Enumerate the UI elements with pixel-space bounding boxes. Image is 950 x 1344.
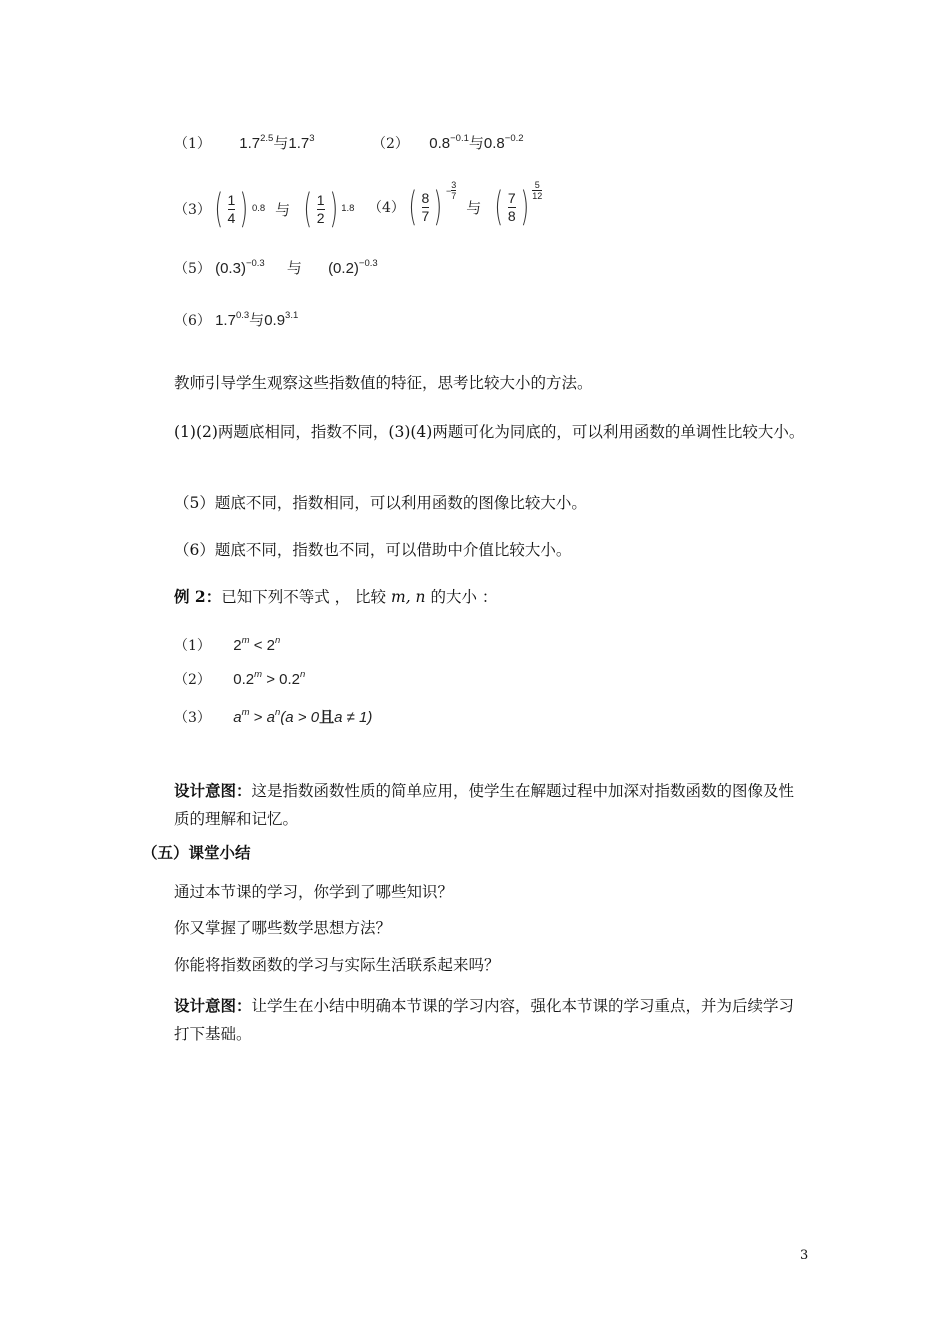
problem-4: （4） ( $\frac{8}{7}$ ) − 3 7 与 ( $\frac{7}{8}$ ) $\frac{5}{12}$	[368, 180, 543, 230]
summary-question-1: 通过本节课的学习，你学到了哪些知识？	[174, 883, 454, 901]
summary-question-3: 你能将指数函数的学习与实际生活联系起来吗？	[174, 956, 500, 974]
design-intent-2: 设计意图：让学生在小结中明确本节课的学习内容，强化本节课的学习重点，并为后续学习打下基础。	[174, 996, 795, 1043]
problem-3-label: （3）	[174, 202, 211, 218]
problem-1-left-exp: 2.5	[260, 133, 274, 144]
problem-1	[174, 132, 315, 153]
problem-3-left-fraction: $\frac{1}{4}$	[227, 191, 236, 226]
problem-6-left-base: 1.7	[215, 312, 236, 329]
design-intent-1: 设计意图：这是指数函数性质的简单应用，使学生在解题过程中加深对指数函数的图像及性质的理解和记忆。	[174, 781, 795, 828]
problem-1-right-exp: 3	[309, 133, 315, 144]
problem-1-conn: 与	[273, 135, 289, 152]
problem-4-left-exp: − 3 7	[445, 180, 457, 201]
problem-6-right-exp: 3.1	[285, 310, 299, 321]
example-2: 例 2：已知下列不等式 ， 比较 m, n 的大小 ：	[174, 587, 498, 606]
problem-5	[174, 257, 378, 278]
inequality-3: （3） $a^m > a^n(a > 0$且a ≠ 1)	[174, 707, 373, 726]
problem-1-right-base: 1.7	[288, 135, 310, 152]
paragraph-method-6: （6）题底不同，指数也不同，可以借助中介值比较大小。	[174, 541, 572, 559]
design-intent-2-label: 设计意图：	[174, 996, 252, 1015]
section-5-title: （五）课堂小结	[142, 843, 251, 862]
problem-5-right-exp: −0.3	[358, 258, 378, 269]
problem-1-label: （1）	[174, 136, 211, 152]
summary-question-2: 你又掌握了哪些数学思想方法？	[174, 919, 392, 937]
problem-3-conn: 与	[275, 201, 291, 219]
problem-5-left-exp: −0.3	[245, 258, 265, 269]
page-number: 3	[800, 1248, 809, 1263]
problem-1-left-base: 1.7	[239, 135, 261, 152]
problem-5-right-base: (0.2)	[328, 260, 359, 277]
problem-6-conn: 与	[249, 312, 265, 329]
problem-4-label: （4）	[368, 200, 405, 216]
paragraph-methods-1-4: (1)(2)两题底相同，指数不同，(3)(4)两题可化为同底的，可以利用函数的单调性比较大小。	[174, 423, 805, 441]
design-intent-1-label: 设计意图：	[174, 781, 252, 800]
problem-2	[372, 132, 524, 153]
inequality-2: （2） 0.2$^m$ > 0.2$^n$	[174, 669, 306, 688]
problem-3-right-fraction: $\frac{1}{2}$	[316, 191, 325, 226]
problem-4-right-exp: $\frac{5}{12}$	[532, 180, 543, 201]
problem-2-right-exp: −0.2	[504, 133, 524, 144]
problem-2-right-base: 0.8	[483, 135, 505, 152]
example-2-vars: m, n	[391, 588, 426, 606]
problem-4-left-fraction: $\frac{8}{7}$	[421, 189, 430, 224]
inequality-1: （1） 2$^m$ < 2$^n$	[174, 635, 281, 654]
problem-2-conn: 与	[468, 135, 484, 152]
problem-4-right-fraction: $\frac{7}{8}$	[507, 189, 516, 224]
problem-5-left-base: (0.3)	[215, 260, 246, 277]
problem-2-left-exp: −0.1	[450, 133, 469, 144]
problem-5-label: （5）	[174, 261, 211, 277]
paragraph-method-5: （5）题底不同，指数相同，可以利用函数的图像比较大小。	[174, 494, 587, 512]
problem-2-label: （2）	[372, 136, 409, 152]
paragraph-teacher-guide: 教师引导学生观察这些指数值的特征，思考比较大小的方法。	[174, 374, 593, 392]
problem-3: （3） ( $\frac{1}{4}$ ) 0.8 与 ( $\frac{1}{2}$ ) 1.8	[174, 186, 355, 232]
problem-2-left-base: 0.8	[429, 135, 451, 152]
example-2-label: 例 2	[174, 587, 206, 606]
problem-6	[174, 309, 298, 330]
problem-6-left-exp: 0.3	[235, 310, 250, 321]
problem-6-label: （6）	[174, 313, 211, 329]
problem-5-conn: 与	[286, 260, 302, 277]
problem-6-right-base: 0.9	[264, 312, 286, 329]
problem-4-conn: 与	[466, 199, 482, 217]
